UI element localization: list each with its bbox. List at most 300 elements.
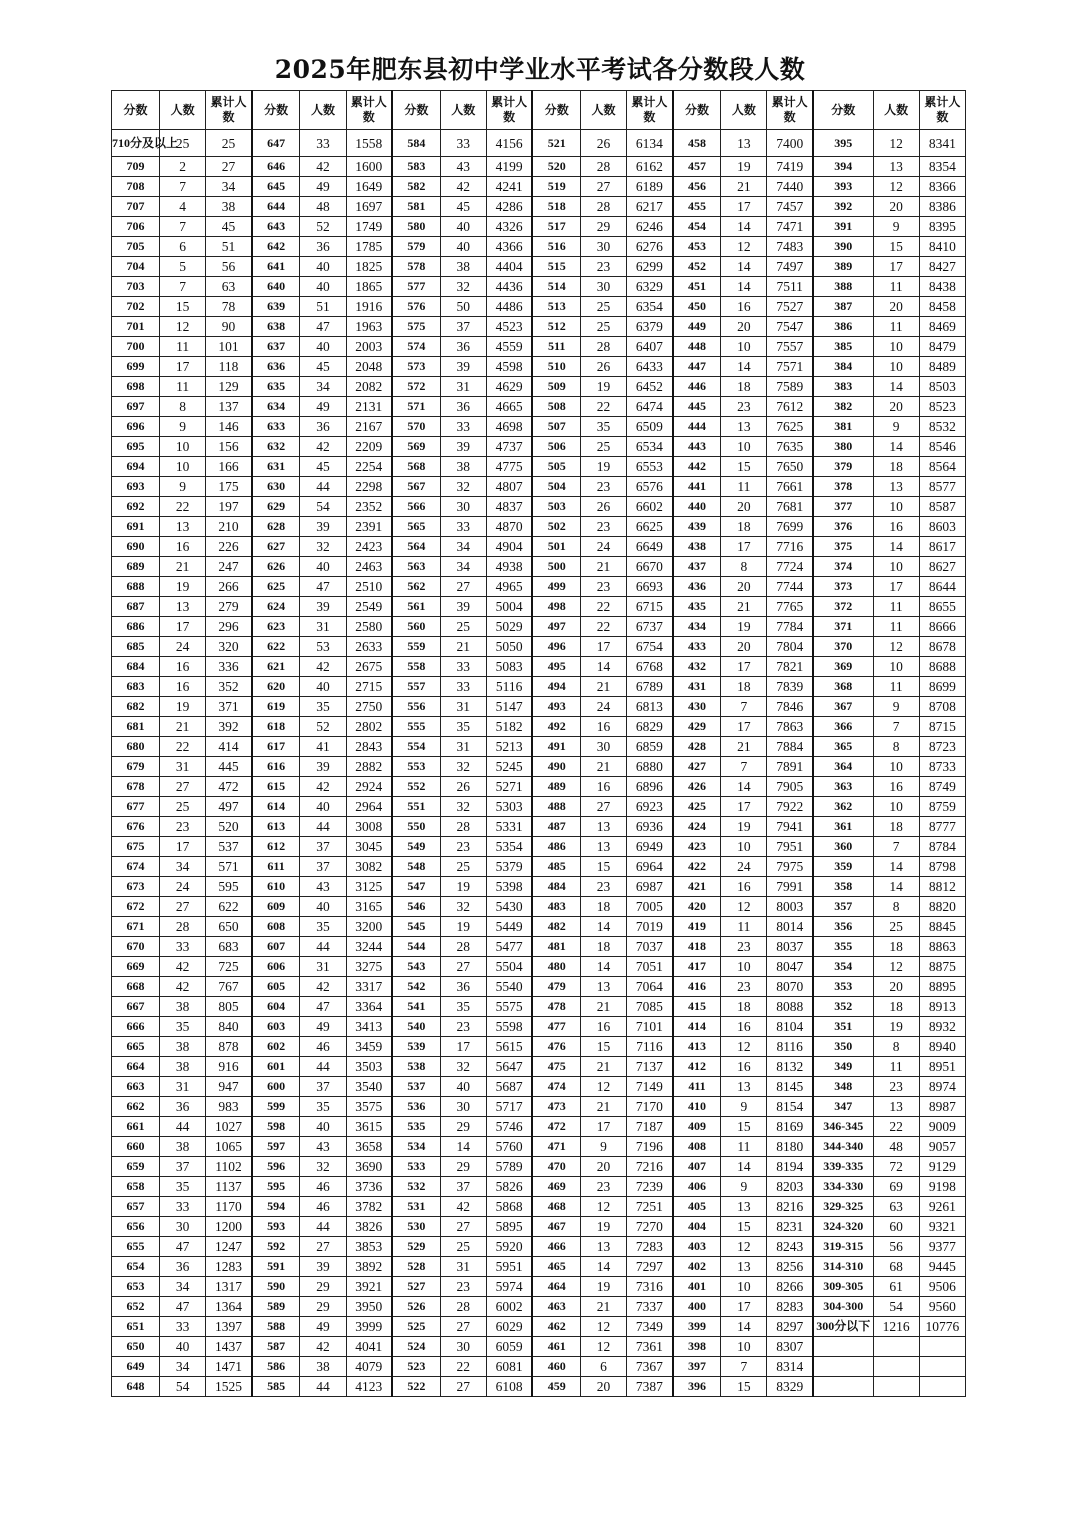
- score-cell: 479: [532, 977, 580, 997]
- cumulative-cell: 8812: [919, 877, 965, 897]
- score-cell: 562: [392, 577, 440, 597]
- score-cell: 394: [813, 157, 873, 177]
- score-cell: 709: [112, 157, 160, 177]
- count-cell: 40: [300, 257, 346, 277]
- score-cell: 626: [252, 557, 300, 577]
- count-cell: 28: [581, 157, 627, 177]
- cumulative-cell: 2802: [346, 717, 392, 737]
- count-cell: 9: [160, 477, 206, 497]
- cumulative-cell: 5647: [486, 1057, 532, 1077]
- score-cell: 334-330: [813, 1177, 873, 1197]
- cumulative-cell: 4698: [486, 417, 532, 437]
- cumulative-cell: 8104: [767, 1017, 813, 1037]
- count-cell: 14: [873, 437, 919, 457]
- count-cell: 32: [440, 797, 486, 817]
- score-cell: 372: [813, 597, 873, 617]
- score-cell: 420: [673, 897, 721, 917]
- score-cell: 411: [673, 1077, 721, 1097]
- score-cell: 364: [813, 757, 873, 777]
- count-cell: 46: [300, 1177, 346, 1197]
- cumulative-cell: 8047: [767, 957, 813, 977]
- score-cell: 518: [532, 197, 580, 217]
- cumulative-cell: 8395: [919, 217, 965, 237]
- score-cell: 544: [392, 937, 440, 957]
- score-cell: 590: [252, 1277, 300, 1297]
- cumulative-cell: 6754: [627, 637, 673, 657]
- score-cell: 560: [392, 617, 440, 637]
- count-cell: 40: [300, 277, 346, 297]
- score-cell: 566: [392, 497, 440, 517]
- count-cell: 18: [873, 457, 919, 477]
- cumulative-cell: 6108: [486, 1377, 532, 1397]
- score-cell: 447: [673, 357, 721, 377]
- table-row: [112, 377, 966, 397]
- count-cell: 27: [160, 777, 206, 797]
- score-cell: 708: [112, 177, 160, 197]
- count-cell: 10: [873, 557, 919, 577]
- count-cell: 11: [873, 1057, 919, 1077]
- count-cell: 19: [581, 1217, 627, 1237]
- score-cell: 644: [252, 197, 300, 217]
- count-cell: 35: [300, 1097, 346, 1117]
- score-cell: 446: [673, 377, 721, 397]
- score-cell: 548: [392, 857, 440, 877]
- count-cell: 24: [721, 857, 767, 877]
- score-cell: 670: [112, 937, 160, 957]
- cumulative-cell: 266: [206, 577, 252, 597]
- score-cell: 694: [112, 457, 160, 477]
- cumulative-cell: 2082: [346, 377, 392, 397]
- cumulative-cell: 8503: [919, 377, 965, 397]
- count-cell: 11: [873, 317, 919, 337]
- cumulative-cell: 8307: [767, 1337, 813, 1357]
- cumulative-cell: 7239: [627, 1177, 673, 1197]
- header-cumulative-5: 累计人数: [767, 91, 813, 130]
- score-cell: 661: [112, 1117, 160, 1137]
- score-cell: 395: [813, 130, 873, 157]
- cumulative-cell: 6936: [627, 817, 673, 837]
- cumulative-cell: 414: [206, 737, 252, 757]
- count-cell: 18: [873, 997, 919, 1017]
- cumulative-cell: 226: [206, 537, 252, 557]
- cumulative-cell: 101: [206, 337, 252, 357]
- count-cell: 35: [300, 917, 346, 937]
- cumulative-cell: 166: [206, 457, 252, 477]
- count-cell: 27: [440, 957, 486, 977]
- count-cell: 17: [721, 797, 767, 817]
- score-cell: 448: [673, 337, 721, 357]
- cumulative-cell: 8366: [919, 177, 965, 197]
- cumulative-cell: 4156: [486, 130, 532, 157]
- cumulative-cell: 3736: [346, 1177, 392, 1197]
- header-score-5: 分数: [673, 91, 721, 130]
- score-cell: 416: [673, 977, 721, 997]
- cumulative-cell: 118: [206, 357, 252, 377]
- score-cell: 576: [392, 297, 440, 317]
- score-cell: 671: [112, 917, 160, 937]
- cumulative-cell: 3615: [346, 1117, 392, 1137]
- score-cell: 603: [252, 1017, 300, 1037]
- score-cell: 591: [252, 1257, 300, 1277]
- cumulative-cell: 8932: [919, 1017, 965, 1037]
- count-cell: 25: [440, 857, 486, 877]
- score-cell: 439: [673, 517, 721, 537]
- count-cell: 33: [440, 417, 486, 437]
- score-cell: [813, 1337, 873, 1357]
- score-cell: 501: [532, 537, 580, 557]
- cumulative-cell: 7625: [767, 417, 813, 437]
- score-cell: 469: [532, 1177, 580, 1197]
- count-cell: 12: [581, 1317, 627, 1337]
- cumulative-cell: 4404: [486, 257, 532, 277]
- count-cell: 49: [300, 1317, 346, 1337]
- cumulative-cell: 137: [206, 397, 252, 417]
- count-cell: 40: [300, 797, 346, 817]
- score-cell: 444: [673, 417, 721, 437]
- cumulative-cell: 7905: [767, 777, 813, 797]
- score-cell: 584: [392, 130, 440, 157]
- table-row: [112, 597, 966, 617]
- cumulative-cell: 3575: [346, 1097, 392, 1117]
- cumulative-cell: 5147: [486, 697, 532, 717]
- count-cell: 10: [873, 757, 919, 777]
- count-cell: 39: [440, 597, 486, 617]
- count-cell: 10: [721, 837, 767, 857]
- table-row: [112, 1077, 966, 1097]
- score-cell: 622: [252, 637, 300, 657]
- score-cell: 600: [252, 1077, 300, 1097]
- cumulative-cell: 8314: [767, 1357, 813, 1377]
- cumulative-cell: 1247: [206, 1237, 252, 1257]
- count-cell: 13: [721, 1077, 767, 1097]
- cumulative-cell: 8438: [919, 277, 965, 297]
- score-cell: 669: [112, 957, 160, 977]
- score-cell: 540: [392, 1017, 440, 1037]
- score-cell: 692: [112, 497, 160, 517]
- cumulative-cell: 5354: [486, 837, 532, 857]
- score-cell: 631: [252, 457, 300, 477]
- score-cell: 510: [532, 357, 580, 377]
- count-cell: 23: [873, 1077, 919, 1097]
- cumulative-cell: 6354: [627, 297, 673, 317]
- score-cell: 610: [252, 877, 300, 897]
- count-cell: 21: [440, 637, 486, 657]
- cumulative-cell: 6737: [627, 617, 673, 637]
- count-cell: 9: [873, 417, 919, 437]
- score-cell: 422: [673, 857, 721, 877]
- count-cell: 21: [160, 717, 206, 737]
- score-cell: 561: [392, 597, 440, 617]
- score-cell: 380: [813, 437, 873, 457]
- cumulative-cell: 8231: [767, 1217, 813, 1237]
- score-cell: 499: [532, 577, 580, 597]
- score-cell: 460: [532, 1357, 580, 1377]
- table-row: [112, 477, 966, 497]
- cumulative-cell: 8243: [767, 1237, 813, 1257]
- score-cell: 397: [673, 1357, 721, 1377]
- score-cell: 589: [252, 1297, 300, 1317]
- count-cell: 10: [721, 337, 767, 357]
- cumulative-cell: 7051: [627, 957, 673, 977]
- table-row: [112, 737, 966, 757]
- count-cell: 8: [721, 557, 767, 577]
- count-cell: 18: [721, 517, 767, 537]
- cumulative-cell: 7804: [767, 637, 813, 657]
- cumulative-cell: 7884: [767, 737, 813, 757]
- score-cell: 689: [112, 557, 160, 577]
- score-cell: 568: [392, 457, 440, 477]
- score-cell: 550: [392, 817, 440, 837]
- count-cell: 7: [873, 717, 919, 737]
- score-cell: 314-310: [813, 1257, 873, 1277]
- table-row: [112, 257, 966, 277]
- cumulative-cell: 9445: [919, 1257, 965, 1277]
- score-cell: 663: [112, 1077, 160, 1097]
- count-cell: 15: [721, 457, 767, 477]
- table-row: [112, 1237, 966, 1257]
- score-cell: 438: [673, 537, 721, 557]
- score-cell: 385: [813, 337, 873, 357]
- table-row: [112, 197, 966, 217]
- count-cell: 40: [300, 557, 346, 577]
- count-cell: 40: [160, 1337, 206, 1357]
- cumulative-cell: 805: [206, 997, 252, 1017]
- cumulative-cell: 3853: [346, 1237, 392, 1257]
- score-cell: 344-340: [813, 1137, 873, 1157]
- count-cell: 17: [160, 357, 206, 377]
- count-cell: 10: [160, 457, 206, 477]
- count-cell: 36: [160, 1257, 206, 1277]
- score-cell: 526: [392, 1297, 440, 1317]
- cumulative-cell: 5789: [486, 1157, 532, 1177]
- count-cell: 11: [721, 477, 767, 497]
- table-row: [112, 277, 966, 297]
- cumulative-cell: 27: [206, 157, 252, 177]
- cumulative-cell: 8627: [919, 557, 965, 577]
- score-cell: 496: [532, 637, 580, 657]
- score-cell: 462: [532, 1317, 580, 1337]
- count-cell: 26: [440, 777, 486, 797]
- count-cell: 20: [721, 577, 767, 597]
- table-row: [112, 1057, 966, 1077]
- count-cell: 10: [721, 437, 767, 457]
- cumulative-cell: 6768: [627, 657, 673, 677]
- cumulative-cell: 4775: [486, 457, 532, 477]
- score-cell: 482: [532, 917, 580, 937]
- count-cell: 20: [873, 197, 919, 217]
- table-row: [112, 1137, 966, 1157]
- cumulative-cell: 7400: [767, 130, 813, 157]
- cumulative-cell: 51: [206, 237, 252, 257]
- count-cell: [873, 1357, 919, 1377]
- cumulative-cell: 4241: [486, 177, 532, 197]
- cumulative-cell: 4079: [346, 1357, 392, 1377]
- count-cell: 31: [300, 617, 346, 637]
- count-cell: 34: [440, 537, 486, 557]
- count-cell: 20: [873, 977, 919, 997]
- score-cell: 696: [112, 417, 160, 437]
- cumulative-cell: 3999: [346, 1317, 392, 1337]
- cumulative-cell: 1525: [206, 1377, 252, 1397]
- score-cell: 452: [673, 257, 721, 277]
- score-cell: 375: [813, 537, 873, 557]
- score-cell: 662: [112, 1097, 160, 1117]
- score-cell: 401: [673, 1277, 721, 1297]
- cumulative-cell: 3892: [346, 1257, 392, 1277]
- count-cell: 21: [581, 1057, 627, 1077]
- cumulative-cell: 1102: [206, 1157, 252, 1177]
- score-cell: 705: [112, 237, 160, 257]
- table-row: [112, 457, 966, 477]
- count-cell: 39: [300, 1257, 346, 1277]
- score-cell: 638: [252, 317, 300, 337]
- count-cell: 11: [721, 917, 767, 937]
- cumulative-cell: 5951: [486, 1257, 532, 1277]
- page-title: 2025年肥东县初中学业水平考试各分数段人数: [274, 55, 806, 84]
- cumulative-cell: 4366: [486, 237, 532, 257]
- count-cell: 42: [300, 437, 346, 457]
- count-cell: 23: [581, 877, 627, 897]
- score-cell: 650: [112, 1337, 160, 1357]
- count-cell: 28: [581, 197, 627, 217]
- count-cell: 10: [873, 357, 919, 377]
- count-cell: 31: [440, 1257, 486, 1277]
- score-cell: 421: [673, 877, 721, 897]
- count-cell: [873, 1337, 919, 1357]
- cumulative-cell: 7863: [767, 717, 813, 737]
- count-cell: 44: [300, 817, 346, 837]
- count-cell: 9: [873, 697, 919, 717]
- cumulative-cell: 45: [206, 217, 252, 237]
- table-row: [112, 557, 966, 577]
- score-cell: 530: [392, 1217, 440, 1237]
- count-cell: 30: [440, 497, 486, 517]
- cumulative-cell: 8863: [919, 937, 965, 957]
- count-cell: 14: [581, 957, 627, 977]
- cumulative-cell: 197: [206, 497, 252, 517]
- count-cell: 36: [440, 337, 486, 357]
- cumulative-cell: 3364: [346, 997, 392, 1017]
- count-cell: 9: [721, 1177, 767, 1197]
- cumulative-cell: 7612: [767, 397, 813, 417]
- cumulative-cell: 8458: [919, 297, 965, 317]
- table-row: [112, 237, 966, 257]
- score-cell: 461: [532, 1337, 580, 1357]
- table-row: [112, 1297, 966, 1317]
- count-cell: 56: [873, 1237, 919, 1257]
- score-cell: 382: [813, 397, 873, 417]
- cumulative-cell: 3008: [346, 817, 392, 837]
- cumulative-cell: 6029: [486, 1317, 532, 1337]
- count-cell: 42: [440, 1197, 486, 1217]
- cumulative-cell: 7361: [627, 1337, 673, 1357]
- score-cell: 363: [813, 777, 873, 797]
- cumulative-cell: 4286: [486, 197, 532, 217]
- cumulative-cell: [919, 1337, 965, 1357]
- count-cell: 23: [581, 477, 627, 497]
- cumulative-cell: 7101: [627, 1017, 673, 1037]
- cumulative-cell: 6081: [486, 1357, 532, 1377]
- count-cell: 11: [873, 597, 919, 617]
- score-cell: 373: [813, 577, 873, 597]
- score-cell: 360: [813, 837, 873, 857]
- score-cell: 473: [532, 1097, 580, 1117]
- count-cell: 11: [160, 337, 206, 357]
- score-cell: 565: [392, 517, 440, 537]
- count-cell: 33: [440, 517, 486, 537]
- score-cell: 571: [392, 397, 440, 417]
- count-cell: 12: [581, 1197, 627, 1217]
- score-cell: 319-315: [813, 1237, 873, 1257]
- cumulative-cell: 7891: [767, 757, 813, 777]
- score-cell: 617: [252, 737, 300, 757]
- score-cell: 558: [392, 657, 440, 677]
- cumulative-cell: 8577: [919, 477, 965, 497]
- score-cell: 702: [112, 297, 160, 317]
- score-cell: 498: [532, 597, 580, 617]
- cumulative-cell: 8266: [767, 1277, 813, 1297]
- cumulative-cell: 5540: [486, 977, 532, 997]
- score-cell: 396: [673, 1377, 721, 1397]
- score-cell: 602: [252, 1037, 300, 1057]
- cumulative-cell: 2391: [346, 517, 392, 537]
- score-cell: 367: [813, 697, 873, 717]
- count-cell: 13: [581, 837, 627, 857]
- count-cell: 10: [873, 797, 919, 817]
- count-cell: 21: [581, 1097, 627, 1117]
- header-cumulative-1: 累计人数: [206, 91, 252, 130]
- score-cell: 546: [392, 897, 440, 917]
- cumulative-cell: 2048: [346, 357, 392, 377]
- cumulative-cell: 3200: [346, 917, 392, 937]
- cumulative-cell: 296: [206, 617, 252, 637]
- table-row: [112, 177, 966, 197]
- cumulative-cell: 878: [206, 1037, 252, 1057]
- score-cell: 643: [252, 217, 300, 237]
- cumulative-cell: 2298: [346, 477, 392, 497]
- cumulative-cell: 8974: [919, 1077, 965, 1097]
- cumulative-cell: 7085: [627, 997, 673, 1017]
- cumulative-cell: 8169: [767, 1117, 813, 1137]
- count-cell: 19: [581, 1277, 627, 1297]
- count-cell: 7: [721, 757, 767, 777]
- count-cell: 33: [160, 1197, 206, 1217]
- count-cell: 7: [873, 837, 919, 857]
- score-distribution-table: [111, 90, 966, 1397]
- score-cell: 619: [252, 697, 300, 717]
- score-cell: 520: [532, 157, 580, 177]
- cumulative-cell: 5826: [486, 1177, 532, 1197]
- score-cell: 683: [112, 677, 160, 697]
- score-cell: 440: [673, 497, 721, 517]
- count-cell: 12: [160, 317, 206, 337]
- score-cell: 642: [252, 237, 300, 257]
- count-cell: 36: [440, 977, 486, 997]
- cumulative-cell: 3950: [346, 1297, 392, 1317]
- cumulative-cell: 3082: [346, 857, 392, 877]
- table-row: [112, 1017, 966, 1037]
- cumulative-cell: 7839: [767, 677, 813, 697]
- score-cell: 458: [673, 130, 721, 157]
- score-cell: 567: [392, 477, 440, 497]
- cumulative-cell: 4523: [486, 317, 532, 337]
- score-cell: 698: [112, 377, 160, 397]
- count-cell: 14: [873, 877, 919, 897]
- count-cell: 25: [873, 917, 919, 937]
- score-cell: 456: [673, 177, 721, 197]
- cumulative-cell: 8644: [919, 577, 965, 597]
- score-cell: 612: [252, 837, 300, 857]
